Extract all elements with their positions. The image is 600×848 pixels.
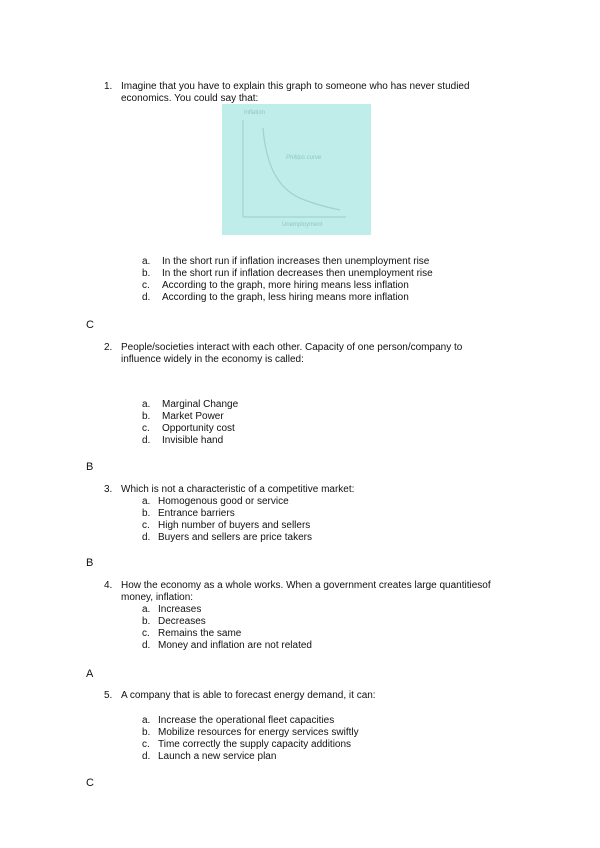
option-letter: a. [142,496,151,507]
phillips-curve-svg [222,104,371,235]
option-text: Mobilize resources for energy services swiftly [158,727,359,738]
answer-2: B [86,461,94,473]
answer-5: C [86,777,94,789]
option-text: Money and inflation are not related [158,640,312,651]
option-letter: d. [142,640,151,651]
option-text: In the short run if inflation decreases then unemployment rise [162,268,433,279]
option-text: Increase the operational fleet capacities [158,715,335,726]
option-text: Homogenous good or service [158,496,289,507]
option-letter: a. [142,256,151,267]
figure-y-label: Inflation [244,110,266,116]
option-letter: d. [142,292,151,303]
option-letter: b. [142,268,151,279]
option-letter: b. [142,727,151,738]
option-letter: a. [142,604,151,615]
option-letter: d. [142,435,151,446]
question-text: How the economy as a whole works. When a government creates large quantitiesof money, inflation: [121,580,491,603]
figure-curve-label: Phillips curve [286,155,322,161]
option-text: Launch a new service plan [158,751,277,762]
question-number: 1. [104,81,113,92]
question-text: People/societies interact with each other. Capacity of one person/company to influence widely in the economy is called: [121,342,463,365]
option-text: According to the graph, less hiring means more inflation [162,292,409,303]
option-text: Remains the same [158,628,242,639]
question-number: 4. [104,580,113,591]
option-letter: b. [142,411,151,422]
option-letter: c. [142,423,150,434]
option-text: Entrance barriers [158,508,235,519]
question-number: 2. [104,342,113,353]
answer-3: B [86,557,94,569]
option-letter: a. [142,399,151,410]
question-number: 3. [104,484,113,495]
answer-4: A [86,668,94,680]
option-letter: d. [142,751,151,762]
question-number: 5. [104,690,113,701]
phillips-curve-figure [222,104,371,235]
option-letter: c. [142,739,150,750]
question-text: Which is not a characteristic of a competitive market: [121,484,355,495]
option-text: Invisible hand [162,435,224,446]
option-letter: c. [142,628,150,639]
option-letter: b. [142,616,151,627]
option-text: Market Power [162,411,224,422]
option-text: Increases [158,604,202,615]
phillips-curve-line [263,128,340,210]
option-letter: a. [142,715,151,726]
option-letter: c. [142,520,150,531]
option-text: Opportunity cost [162,423,235,434]
figure-x-label: Unemployment [282,222,323,228]
option-text: Decreases [158,616,206,627]
question-text: A company that is able to forecast energy demand, it can: [121,690,376,701]
option-text: According to the graph, more hiring means less inflation [162,280,409,291]
option-text: Marginal Change [162,399,239,410]
option-letter: b. [142,508,151,519]
option-letter: d. [142,532,151,543]
option-text: High number of buyers and sellers [158,520,311,531]
question-text: Imagine that you have to explain this graph to someone who has never studied economics. You could say that: [121,81,470,104]
option-text: Time correctly the supply capacity additions [158,739,352,750]
option-letter: c. [142,280,150,291]
option-text: In the short run if inflation increases then unemployment rise [162,256,430,267]
option-text: Buyers and sellers are price takers [158,532,312,543]
answer-1: C [86,319,94,331]
